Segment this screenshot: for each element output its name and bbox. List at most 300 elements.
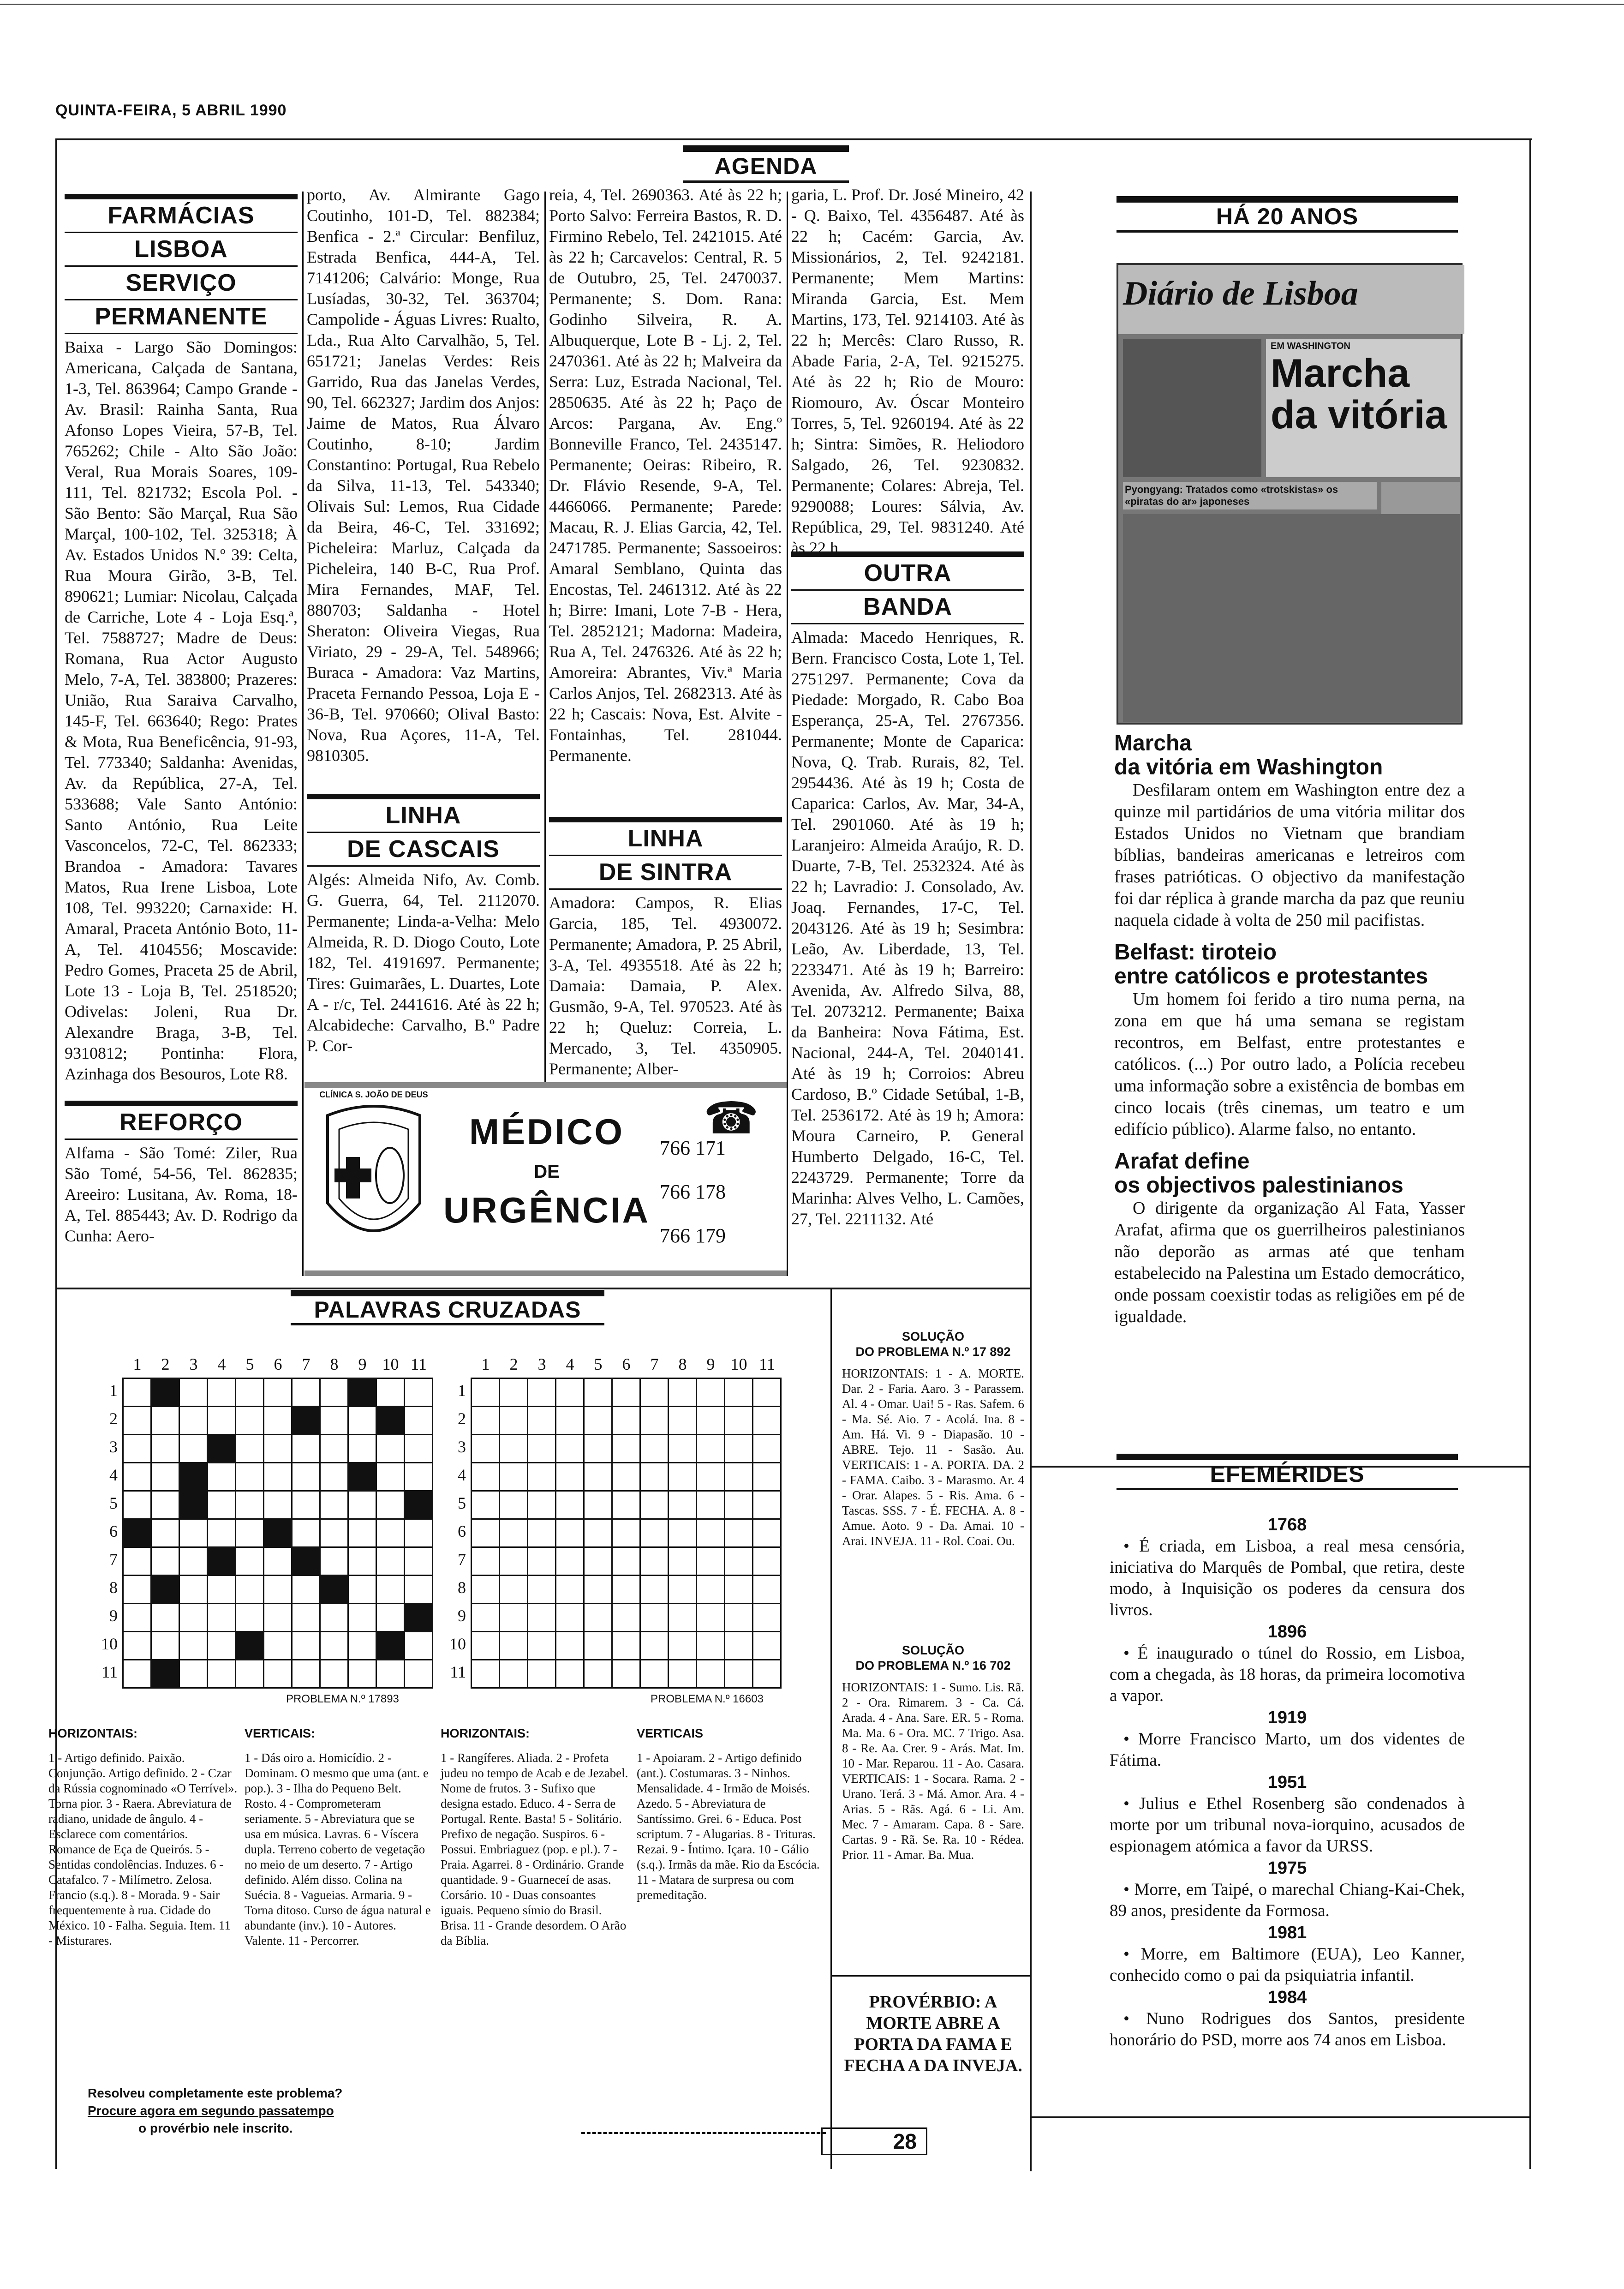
grid-cell[interactable] <box>697 1632 725 1660</box>
grid-cell[interactable] <box>376 1519 405 1547</box>
grid-cell[interactable] <box>669 1576 697 1604</box>
grid-cell[interactable] <box>612 1407 640 1435</box>
grid-cell[interactable] <box>292 1576 320 1604</box>
grid-cell[interactable] <box>179 1632 208 1660</box>
grid-cell[interactable] <box>640 1547 669 1576</box>
grid-cell <box>376 1407 405 1435</box>
grid-cell[interactable] <box>528 1632 556 1660</box>
grid-cell[interactable] <box>640 1407 669 1435</box>
grid-cell[interactable] <box>500 1378 528 1407</box>
reforco-heading: REFORÇO <box>119 1109 243 1136</box>
grid-cell[interactable] <box>640 1378 669 1407</box>
grid-cell[interactable] <box>612 1547 640 1576</box>
grid-cell[interactable] <box>556 1604 584 1632</box>
grid-cell <box>292 1547 320 1576</box>
outra-banda-heading-2: BANDA <box>863 593 952 620</box>
grid-cell[interactable] <box>500 1519 528 1547</box>
grid-cell[interactable] <box>697 1378 725 1407</box>
grid-cell[interactable] <box>500 1660 528 1688</box>
grid-row-number: 2 <box>109 1409 118 1428</box>
grid-cell[interactable] <box>292 1632 320 1660</box>
efemeride-year: 1981 <box>1267 1923 1307 1942</box>
grid-cell[interactable] <box>725 1547 753 1576</box>
grid-cell[interactable] <box>179 1378 208 1407</box>
grid-cell[interactable] <box>348 1435 376 1463</box>
grid-cell[interactable] <box>472 1660 500 1688</box>
crossword-grid-1[interactable] <box>122 1378 433 1689</box>
grid-col-number: 1 <box>133 1355 142 1373</box>
grid-cell[interactable] <box>640 1632 669 1660</box>
phone-3: 766 179 <box>660 1224 726 1247</box>
grid-cell[interactable] <box>208 1660 236 1688</box>
grid-cell[interactable] <box>151 1547 179 1576</box>
grid-cell[interactable] <box>584 1491 612 1519</box>
grid-cell[interactable] <box>264 1604 292 1632</box>
grid-cell[interactable] <box>556 1519 584 1547</box>
grid-cell[interactable] <box>528 1378 556 1407</box>
phone-2: 766 178 <box>660 1180 726 1203</box>
grid-col-number: 7 <box>650 1355 659 1373</box>
linha-cascais-heading-2: DE CASCAIS <box>347 836 500 863</box>
grid-col-number: 6 <box>274 1355 282 1373</box>
grid-col-number: 9 <box>706 1355 715 1373</box>
farmacias-lisboa-text: Baixa - Largo São Domingos: Americana, Calçada de Santana, 1-3, Tel. 863964; Campo Grande - Av. Brasil: Rainha Santa, Rua Afonso Lopes Vieira, 57-B, Tel. 765262; Chile - Alto São João: Veral, Rua Morais Soares, 109-111, Tel. 821732; Escola Pol. - São Bento: São Marçal, Rua São Marçal, 100-102, Tel. 325318; À Av. Estados Unidos N.º 39: Celta, Rua Moura Girão, 3-B, Tel. 890621; Lumiar: Nicolau, Calçada de Carriche, Lote 4 - Loja Esq.ª, Tel. 7588727; Madre de Deus: Romana, Rua Actor Augusto Melo, 7-A, Tel. 383800; Prazeres: União, Rua Saraiva Carvalho, 145-F, Tel. 663640; Rego: Prates & Mota, Rua Beneficência, 91-93, Tel. 773340; Saldanha: Avenidas, Av. da República, 27-A, Tel. 533688; Vale Santo António: Santo António, Rua Leite Vasconcelos, 72-C, Tel. 862333; Brandoa - Amadora: Tavares Matos, Rua Irene Lisboa, Lote 108, Tel. 993220; Carnaxide: H. Amaral, Praceta António Boto, 11-A, Tel. 4104556; Moscavide: Pedro Gomes, Praceta 25 de Abril, Lote 13 - Loja B, Tel. 2518520; Odivelas: Joleni, Rua Dr. Alexandre Braga, 3-B, Tel. 9310812; Pontinha: Flora, Azinhaga dos Besouros, Lote R8. <box>65 338 298 1083</box>
grid-row-number: 4 <box>458 1466 466 1484</box>
grid-cell[interactable] <box>697 1604 725 1632</box>
grid-cell[interactable] <box>697 1547 725 1576</box>
grid-cell[interactable] <box>612 1576 640 1604</box>
crossword-grid-2[interactable] <box>471 1378 782 1689</box>
telephone-icon: ☎ <box>704 1094 759 1143</box>
grid-cell[interactable] <box>528 1660 556 1688</box>
grid-cell[interactable] <box>753 1378 781 1407</box>
story3-title-2: os objectivos palestinianos <box>1114 1173 1403 1198</box>
grid-cell[interactable] <box>472 1576 500 1604</box>
grid-cell[interactable] <box>584 1407 612 1435</box>
grid-cell[interactable] <box>264 1547 292 1576</box>
grid-cell[interactable] <box>472 1378 500 1407</box>
grid-cell[interactable] <box>472 1407 500 1435</box>
clinic-seal-icon <box>314 1102 434 1258</box>
grid-cell[interactable] <box>697 1491 725 1519</box>
grid-cell[interactable] <box>123 1660 151 1688</box>
grid-row-number: 3 <box>109 1438 118 1456</box>
crossword-top-rule <box>55 1288 1030 1289</box>
grid-cell[interactable] <box>584 1378 612 1407</box>
grid-cell[interactable] <box>179 1407 208 1435</box>
grid-cell[interactable] <box>320 1660 348 1688</box>
grid-cell <box>348 1463 376 1491</box>
grid-cell[interactable] <box>528 1491 556 1519</box>
grid-col-number: 6 <box>622 1355 631 1373</box>
solution-2 <box>842 1643 1024 1863</box>
grid-cell[interactable] <box>669 1632 697 1660</box>
grid-cell[interactable] <box>348 1604 376 1632</box>
grid-cell[interactable] <box>320 1407 348 1435</box>
grid-cell[interactable] <box>236 1407 264 1435</box>
efemeride-text: • Julius e Ethel Rosenberg são condenados à morte por um tribunal nova-iorquino, acusados de espionagem atómica a favor da URSS. <box>1110 1794 1465 1856</box>
grid-cell[interactable] <box>556 1547 584 1576</box>
grid-cell <box>292 1407 320 1435</box>
efemerides-title: EFEMÉRIDES <box>1116 1454 1458 1490</box>
story2-text: Um homem foi ferido a tiro numa perna, na zona em que há uma semana se registam recontros, em Belfast, entre protestantes e católicos. (...) Por outro lado, a Polícia recebeu uma informação sobre a existência de bombas em cinco locais (três cinemas, um teatro e um edifício público). Alarme falso, no entanto. <box>1114 989 1465 1139</box>
efemeride-year: 1984 <box>1267 1988 1307 2007</box>
grid-col-number: 2 <box>509 1355 518 1373</box>
grid-cell[interactable] <box>612 1378 640 1407</box>
grid-cell[interactable] <box>500 1463 528 1491</box>
grid-cell[interactable] <box>348 1632 376 1660</box>
grid-cell[interactable] <box>472 1519 500 1547</box>
grid-cell[interactable] <box>640 1435 669 1463</box>
farmacias-column-3 <box>549 185 782 1077</box>
grid-cell[interactable] <box>753 1435 781 1463</box>
grid-cell[interactable] <box>753 1407 781 1435</box>
clipping-headline: Marcha da vitória <box>1271 351 1447 437</box>
grid-cell[interactable] <box>669 1435 697 1463</box>
outra-banda-text: Almada: Macedo Henriques, R. Bern. Francisco Costa, Lote 1, Tel. 2751297. Permanente; Cova da Piedade: Morgado, R. Cabo Boa Esperança, 25-A, Tel. 2767356. Permanente; Monte de Caparica: Nova, Q. Trab. Rurais, 82, Tel. 2954436. Até às 19 h; Costa de Caparica: Carlos, Av. Mar, 34-A, Tel. 2901060. Até às 19 h; Laranjeiro: Almeida Araújo, R. D. Duarte, 7-B, Tel. 2532324. Até às 22 h; Lavradio: J. Consolado, Av. Joaq. Fernandes, 17-C, Tel. 2043126. Até às 19 h; Sesimbra: Leão, Av. Liberdade, 13, Tel. 2233471. Até às 19 h; Barreiro: Avenida, Av. Alfredo Silva, 88, Tel. 2073212. Permanente; Baixa da Banheira: Nova Fátima, Est. Nacional, 244-A, Tel. 2040141. Até às 19 h; Corroios: Abreu Cardoso, B.º Cidade Setúbal, 1-B, Tel. 2536172. Até às 19 h; Amora: Moura Carneiro, P. General Humberto Delgado, 16-C, Tel. 2243729. Permanente; Torre da Marinha: Alves Velho, L. Camões, 27, Tel. 2211132. Até <box>791 628 1024 1228</box>
grid-cell[interactable] <box>376 1604 405 1632</box>
grid-cell[interactable] <box>753 1519 781 1547</box>
grid-cell[interactable] <box>179 1660 208 1688</box>
proverb-rule <box>830 1975 1030 1977</box>
grid-cell[interactable] <box>753 1660 781 1688</box>
grid-cell[interactable] <box>236 1519 264 1547</box>
grid-cell[interactable] <box>151 1463 179 1491</box>
grid-cell[interactable] <box>320 1604 348 1632</box>
grid-cell <box>179 1491 208 1519</box>
grid-cell[interactable] <box>123 1407 151 1435</box>
farmacias-column-1 <box>65 194 298 1245</box>
grid-cell[interactable] <box>236 1463 264 1491</box>
grid-cell[interactable] <box>348 1576 376 1604</box>
efemeride-year: 1896 <box>1267 1622 1307 1642</box>
grid-cell[interactable] <box>179 1547 208 1576</box>
grid-cell[interactable] <box>472 1463 500 1491</box>
grid-cell[interactable] <box>320 1435 348 1463</box>
grid-cell[interactable] <box>500 1491 528 1519</box>
grid-row-number: 8 <box>109 1578 118 1597</box>
grid-cell[interactable] <box>123 1463 151 1491</box>
grid-cell[interactable] <box>640 1519 669 1547</box>
grid-row-number: 5 <box>458 1494 466 1512</box>
grid-cell[interactable] <box>725 1604 753 1632</box>
grid-cell[interactable] <box>208 1632 236 1660</box>
grid-cell[interactable] <box>151 1491 179 1519</box>
clipping-subheadline: Pyongyang: Tratados como «trotskistas» os «piratas do ar» japoneses <box>1123 482 1377 509</box>
grid-cell[interactable] <box>669 1660 697 1688</box>
grid-cell[interactable] <box>376 1576 405 1604</box>
grid-cell <box>123 1519 151 1547</box>
grid-cell[interactable] <box>697 1519 725 1547</box>
newspaper-clipping <box>1116 263 1463 725</box>
grid-cell[interactable] <box>320 1632 348 1660</box>
grid-cell[interactable] <box>725 1576 753 1604</box>
grid-cell <box>151 1660 179 1688</box>
efemeride-text: • É criada, em Lisboa, a real mesa censória, iniciativa do Marquês de Pombal, que retira, deste modo, à Inquisição os poderes da censura dos livros. <box>1110 1537 1465 1619</box>
grid-cell[interactable] <box>151 1632 179 1660</box>
medico-urgencia-ad <box>304 1082 787 1276</box>
grid-cell[interactable] <box>208 1378 236 1407</box>
grid-cell <box>151 1378 179 1407</box>
grid-cell[interactable] <box>376 1435 405 1463</box>
grid-cell[interactable] <box>725 1491 753 1519</box>
story3-title-1: Arafat define <box>1114 1149 1250 1174</box>
grid-cell[interactable] <box>697 1660 725 1688</box>
grid-cell[interactable] <box>500 1604 528 1632</box>
grid-cell[interactable] <box>208 1519 236 1547</box>
grid-cell[interactable] <box>669 1378 697 1407</box>
grid-cell[interactable] <box>264 1407 292 1435</box>
grid-cell[interactable] <box>669 1547 697 1576</box>
grid-cell[interactable] <box>753 1463 781 1491</box>
solution-2-subtitle: DO PROBLEMA N.º 16 702 <box>855 1659 1011 1672</box>
grid-col-number: 10 <box>382 1355 399 1373</box>
grid-cell[interactable] <box>123 1632 151 1660</box>
grid-cell[interactable] <box>292 1660 320 1688</box>
grid-cell[interactable] <box>151 1604 179 1632</box>
grid-cell[interactable] <box>556 1435 584 1463</box>
grid-col-number: 11 <box>759 1355 775 1373</box>
solution-1 <box>842 1329 1024 1549</box>
grid-cell[interactable] <box>348 1491 376 1519</box>
grid-cell[interactable] <box>292 1378 320 1407</box>
grid-col-number: 3 <box>537 1355 546 1373</box>
grid-cell[interactable] <box>753 1547 781 1576</box>
grid-cell[interactable] <box>236 1435 264 1463</box>
grid-cell[interactable] <box>612 1435 640 1463</box>
grid-cell[interactable] <box>376 1463 405 1491</box>
problem-label-1: PROBLEMA N.º 17893 <box>286 1693 399 1705</box>
solution-2-title: SOLUÇÃO <box>902 1643 964 1657</box>
grid-cell[interactable] <box>612 1604 640 1632</box>
grid-cell[interactable] <box>640 1491 669 1519</box>
grid-cell[interactable] <box>123 1547 151 1576</box>
grid-cell[interactable] <box>528 1576 556 1604</box>
grid-cell[interactable] <box>584 1576 612 1604</box>
ha20-title: HÁ 20 ANOS <box>1116 196 1458 233</box>
grid-cell[interactable] <box>264 1463 292 1491</box>
efemeride-text: • Nuno Rodrigues dos Santos, presidente honorário do PSD, morre aos 74 anos em Lisboa. <box>1110 2009 1465 2049</box>
grid-cell[interactable] <box>292 1435 320 1463</box>
grid-cell[interactable] <box>697 1576 725 1604</box>
grid-cell[interactable] <box>348 1547 376 1576</box>
grid-cell[interactable] <box>123 1378 151 1407</box>
grid-cell[interactable] <box>556 1660 584 1688</box>
grid-cell[interactable] <box>179 1604 208 1632</box>
grid-cell[interactable] <box>584 1632 612 1660</box>
grid-cell[interactable] <box>123 1604 151 1632</box>
grid-cell[interactable] <box>725 1463 753 1491</box>
grid-cell[interactable] <box>584 1463 612 1491</box>
grid-cell[interactable] <box>123 1435 151 1463</box>
clipping-photo-crowd <box>1123 514 1460 722</box>
grid-cell[interactable] <box>236 1378 264 1407</box>
grid-cell[interactable] <box>264 1576 292 1604</box>
grid-cell[interactable] <box>612 1491 640 1519</box>
grid-cell[interactable] <box>725 1378 753 1407</box>
grid-cell[interactable] <box>208 1491 236 1519</box>
grid-cell[interactable] <box>697 1435 725 1463</box>
grid-cell[interactable] <box>348 1660 376 1688</box>
efemeride-text: • Morre, em Baltimore (EUA), Leo Kanner, conhecido como o pai da psiquiatria infantil. <box>1110 1945 1465 1985</box>
grid-cell[interactable] <box>528 1604 556 1632</box>
grid-cell[interactable] <box>472 1547 500 1576</box>
grid-row-number: 4 <box>109 1466 118 1484</box>
grid-cell[interactable] <box>584 1604 612 1632</box>
grid-cell[interactable] <box>612 1519 640 1547</box>
grid-cell[interactable] <box>584 1660 612 1688</box>
grid-cell[interactable] <box>528 1463 556 1491</box>
grid-cell[interactable] <box>500 1547 528 1576</box>
grid-cell[interactable] <box>669 1604 697 1632</box>
grid-cell[interactable] <box>556 1576 584 1604</box>
grid-cell[interactable] <box>612 1632 640 1660</box>
grid-cell[interactable] <box>556 1491 584 1519</box>
grid-cell[interactable] <box>348 1519 376 1547</box>
grid-cell[interactable] <box>669 1519 697 1547</box>
grid-cell[interactable] <box>236 1604 264 1632</box>
grid-cell[interactable] <box>753 1632 781 1660</box>
grid-cell[interactable] <box>179 1435 208 1463</box>
grid-row-number: 1 <box>458 1381 466 1400</box>
grid-cell[interactable] <box>264 1660 292 1688</box>
reforco-text: Alfama - São Tomé: Ziler, Rua São Tomé, 54-56, Tel. 862835; Areeiro: Lusitana, Av. Roma, 18-A, Tel. 885443; Av. D. Rodrigo da Cunha: Aero- <box>65 1144 298 1245</box>
grid-cell[interactable] <box>612 1660 640 1688</box>
grid-cell[interactable] <box>584 1435 612 1463</box>
grid-cell[interactable] <box>320 1463 348 1491</box>
grid-cell[interactable] <box>320 1491 348 1519</box>
grid-cell[interactable] <box>376 1378 405 1407</box>
grid-cell[interactable] <box>753 1604 781 1632</box>
grid-cell[interactable] <box>612 1463 640 1491</box>
crossword-footer-2: Procure agora em segundo passatempo <box>88 2103 334 2118</box>
grid-cell <box>376 1632 405 1660</box>
problem-label-2: PROBLEMA N.º 16603 <box>651 1693 764 1705</box>
grid-cell[interactable] <box>669 1463 697 1491</box>
grid-cell[interactable] <box>669 1491 697 1519</box>
grid-cell[interactable] <box>123 1576 151 1604</box>
clues-h1 <box>48 1726 238 1948</box>
grid-cell[interactable] <box>151 1407 179 1435</box>
outra-banda-heading-1: OUTRA <box>864 560 952 587</box>
grid-cell[interactable] <box>528 1519 556 1547</box>
grid-cell[interactable] <box>640 1576 669 1604</box>
grid-cell[interactable] <box>528 1547 556 1576</box>
grid-cell[interactable] <box>264 1491 292 1519</box>
grid-row-number: 5 <box>109 1494 118 1512</box>
grid-cell[interactable] <box>500 1435 528 1463</box>
grid-cell[interactable] <box>640 1660 669 1688</box>
clipping-photo-1 <box>1123 339 1261 477</box>
grid-cell[interactable] <box>376 1491 405 1519</box>
grid-cell[interactable] <box>376 1547 405 1576</box>
grid-cell[interactable] <box>472 1491 500 1519</box>
grid-cell[interactable] <box>348 1407 376 1435</box>
linha-cascais-text: Algés: Almeida Nifo, Av. Comb. G. Guerra, 64, Tel. 2112070. Permanente; Linda-a-Velha: Melo Almeida, R. D. Diogo Couto, Lote 182, Tel. 4191697. Permanente; Tires: Guimarães, L. Duartes, Lote A - r/c, Tel. 2441616. Até às 22 h; Alcabideche: Carvalho, B.º Padre P. Cor- <box>307 870 540 1055</box>
grid-cell[interactable] <box>208 1604 236 1632</box>
grid-cell[interactable] <box>236 1660 264 1688</box>
grid-cell[interactable] <box>376 1660 405 1688</box>
grid-cell[interactable] <box>292 1604 320 1632</box>
grid-cell[interactable] <box>320 1378 348 1407</box>
grid-cell[interactable] <box>556 1378 584 1407</box>
grid-cell[interactable] <box>584 1547 612 1576</box>
story2-title-2: entre católicos e protestantes <box>1114 964 1428 989</box>
clipping-masthead: Diário de Lisboa <box>1123 275 1358 312</box>
grid-cell[interactable] <box>640 1604 669 1632</box>
grid-cell[interactable] <box>320 1519 348 1547</box>
grid-cell[interactable] <box>472 1435 500 1463</box>
grid-cell[interactable] <box>236 1547 264 1576</box>
grid-cell <box>151 1576 179 1604</box>
clues-h2-text: 1 - Rangíferes. Aliada. 2 - Profeta judeu no tempo de Acab e de Jezabel. Nome de frutos. 3 - Sufixo que designa estado. Educo. 4 - Serra de Portugal. Rente. Basta! 5 - Solitário. Prefixo de negação. Suspiros. 6 - Possui. Embriaguez (pop. e pl.). 7 - Praia. Agarrei. 8 - Ordinário. Grande quantidade. 9 - Guarneceí de asas. Corsário. 10 - Duas consoantes iguais. Pequeno símio do Brasil. Brisa. 11 - Grande desordem. O Arão da Bíblia. <box>441 1751 628 1947</box>
grid-cell[interactable] <box>725 1519 753 1547</box>
grid-row-number: 2 <box>458 1409 466 1428</box>
grid-cell[interactable] <box>123 1491 151 1519</box>
grid-cell[interactable] <box>179 1576 208 1604</box>
farmacias-column-2 <box>307 185 540 1077</box>
grid-cell[interactable] <box>725 1435 753 1463</box>
grid-cell[interactable] <box>472 1632 500 1660</box>
grid-cell[interactable] <box>151 1435 179 1463</box>
efemeride-year: 1919 <box>1267 1708 1307 1727</box>
linha-sintra-heading-1: LINHA <box>627 825 704 852</box>
grid-cell[interactable] <box>556 1632 584 1660</box>
clinic-seal-text: CLÍNICA S. JOÃO DE DEUS <box>319 1090 428 1099</box>
grid-row-number: 11 <box>102 1663 118 1681</box>
crossword-footer-1: Resolveu completamente este problema? <box>88 2086 343 2100</box>
grid-cell <box>236 1632 264 1660</box>
grid-cell[interactable] <box>208 1407 236 1435</box>
grid-cell[interactable] <box>725 1632 753 1660</box>
grid-cell[interactable] <box>264 1435 292 1463</box>
grid-cell[interactable] <box>556 1407 584 1435</box>
grid-cell[interactable] <box>725 1407 753 1435</box>
grid-cell[interactable] <box>640 1463 669 1491</box>
grid-cell[interactable] <box>669 1407 697 1435</box>
grid-cell[interactable] <box>556 1463 584 1491</box>
clues-v1-text: 1 - Dás oiro a. Homicídio. 2 - Dominam. O mesmo que uma (ant. e pop.). 3 - Ilha do Pequeno Belt. Rosto. 4 - Comprometeram seriamente. 5 - Abreviatura que se usa em música. Lavras. 6 - Víscera dupla. Terreno coberto de vegetação no meio de um deserto. 7 - Artigo definido. Além disso. Colina na Suécia. 8 - Vagueias. Armaria. 9 - Torna ditoso. Curso de água natural e abundante (inv.). 10 - Autores. Valente. 11 - Percorrer. <box>245 1751 431 1947</box>
clues-h2-title: HORIZONTAIS: <box>441 1726 530 1740</box>
grid-cell[interactable] <box>528 1435 556 1463</box>
grid-cell[interactable] <box>292 1463 320 1491</box>
grid-cell[interactable] <box>292 1491 320 1519</box>
grid-cell[interactable] <box>208 1463 236 1491</box>
grid-cell[interactable] <box>236 1576 264 1604</box>
grid-cell[interactable] <box>264 1632 292 1660</box>
grid-cell[interactable] <box>753 1491 781 1519</box>
grid-cell[interactable] <box>472 1604 500 1632</box>
grid-cell[interactable] <box>208 1576 236 1604</box>
grid-cell[interactable] <box>500 1407 528 1435</box>
grid-col-number: 9 <box>358 1355 367 1373</box>
grid-cell[interactable] <box>753 1576 781 1604</box>
grid-cell[interactable] <box>528 1407 556 1435</box>
grid-cell[interactable] <box>179 1519 208 1547</box>
grid-cell[interactable] <box>292 1519 320 1547</box>
grid-cell[interactable] <box>264 1378 292 1407</box>
grid-cell[interactable] <box>500 1576 528 1604</box>
grid-cell[interactable] <box>500 1632 528 1660</box>
grid-cell[interactable] <box>697 1407 725 1435</box>
grid-cell[interactable] <box>725 1660 753 1688</box>
grid-cell[interactable] <box>236 1491 264 1519</box>
grid-cell[interactable] <box>320 1547 348 1576</box>
grid-cell[interactable] <box>151 1519 179 1547</box>
grid-cell[interactable] <box>697 1463 725 1491</box>
grid-cell[interactable] <box>584 1519 612 1547</box>
grid-col-number: 5 <box>245 1355 254 1373</box>
